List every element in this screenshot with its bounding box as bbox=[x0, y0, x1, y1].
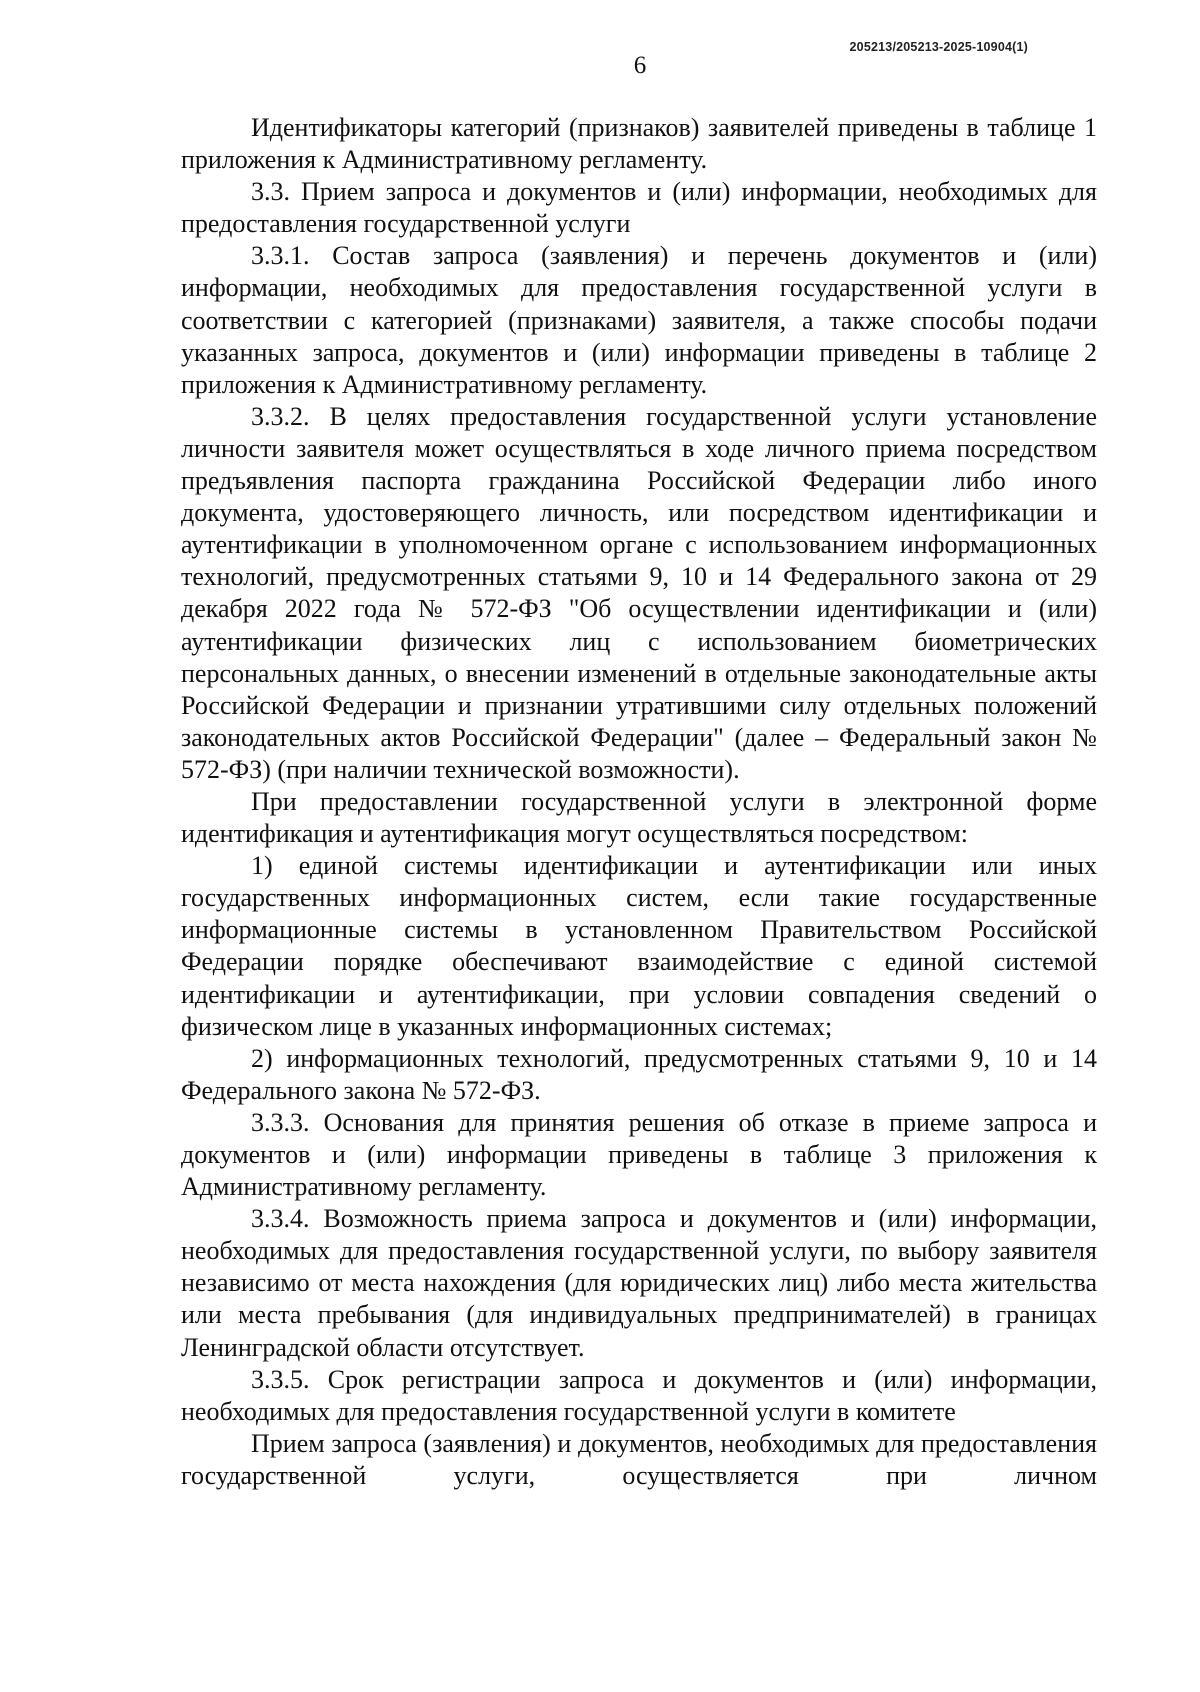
page-number: 6 bbox=[633, 52, 647, 79]
paragraph-electronic-form: При предоставлении государственной услуги в электронной форме идентификация и аутентификация могут осуществляться посредством: bbox=[181, 786, 1097, 849]
paragraph-3-3-3: 3.3.3. Основания для принятия решения об отказе в приеме запроса и документов и (или) информации приведены в таблице 3 приложения к Административному регламенту. bbox=[181, 1107, 1097, 1202]
document-body bbox=[181, 112, 1097, 1492]
list-item-2: 2) информационных технологий, предусмотренных статьями 9, 10 и 14 Федерального закона № 572-ФЗ. bbox=[181, 1043, 1097, 1105]
paragraph-reception: Прием запроса (заявления) и документов, необходимых для предоставления государственной услуги, осуществляется при личном bbox=[181, 1428, 1097, 1490]
paragraph-3-3-4: 3.3.4. Возможность приема запроса и документов и (или) информации, необходимых для предоставления государственной услуги, по выбору заявителя независимо от места нахождения (для юридических лиц) либо места жительства или места пребывания (для индивидуальных предпринимателей) в границах Ленинградской области отсутствует. bbox=[181, 1204, 1097, 1362]
paragraph-identifiers: Идентификаторы категорий (признаков) заявителей приведены в таблице 1 приложения к Административному регламенту. bbox=[181, 113, 1097, 175]
document-id: 205213/205213-2025-10904(1) bbox=[849, 40, 1028, 54]
paragraph-3-3-1: 3.3.1. Состав запроса (заявления) и перечень документов и (или) информации, необходимых для предоставления государственной услуги в соответствии с категорией (признаками) заявителя, а также способы подачи указанных запроса, документов и (или) информации приведены в таблице 2 приложения к Административному регламенту. bbox=[181, 241, 1097, 399]
list-item-1: 1) единой системы идентификации и аутентификации или иных государственных информационных систем, если такие государственные информационные системы в установленном Правительством Российской Федерации порядке обеспечивают взаимодействие с единой системой идентификации и аутентификации, при условии совпадения сведений о физическом лице в указанных информационных системах; bbox=[181, 851, 1097, 1041]
paragraph-3-3-5: 3.3.5. Срок регистрации запроса и документов и (или) информации, необходимых для предоставления государственной услуги в комитете bbox=[181, 1364, 1097, 1426]
paragraph-3-3-2: 3.3.2. В целях предоставления государственной услуги установление личности заявителя может осуществляться в ходе личного приема посредством предъявления паспорта гражданина Российской Федерации либо иного документа, удостоверяющего личность, или посредством идентификации и аутентификации в уполномоченном органе с использованием информационных технологий, предусмотренных статьями 9, 10 и 14 Федерального закона от 29 декабря 2022 года № 572-ФЗ "Об осуществлении идентификации и (или) аутентификации физических лиц с использованием биометрических персональных данных, о внесении изменений в отдельные законодательные акты Российской Федерации и признании утратившими силу отдельных положений законодательных актов Российской Федерации" (далее – Федеральный закон № 572-ФЗ) (при наличии технической возможности). bbox=[181, 401, 1097, 784]
paragraph-3-3-heading: 3.3. Прием запроса и документов и (или) информации, необходимых для предоставления государственной услуги bbox=[181, 177, 1097, 239]
